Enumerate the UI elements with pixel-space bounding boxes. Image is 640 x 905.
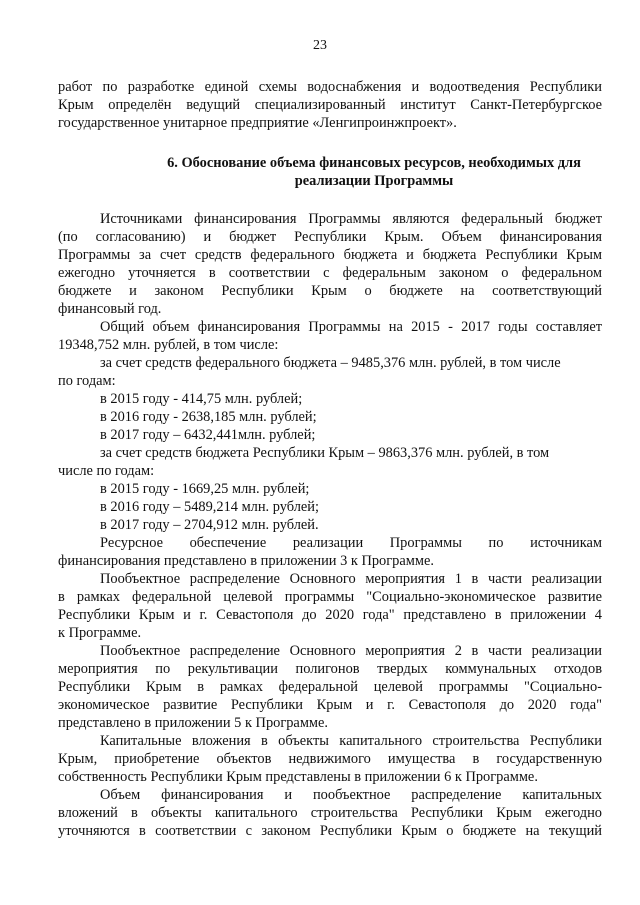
text-line: Республики Крым в рамках федеральной целевой программы "Социально- — [58, 679, 602, 695]
text-line: экономическое развитие Республики Крым и г. Севастополя до 2020 года" — [58, 697, 602, 713]
text-line: к Программе. — [58, 625, 142, 641]
text-line: Капитальные вложения в объекты капитального строительства Республики — [100, 733, 602, 749]
text-line: финансирования представлено в приложении 3 к Программе. — [58, 553, 434, 569]
text-line: в 2016 году – 5489,214 млн. рублей; — [100, 499, 319, 515]
text-line: Объем финансирования и пообъектное распределение капитальных — [100, 787, 602, 803]
section-heading-line: реализации Программы — [294, 173, 454, 189]
text-line: числе по годам: — [58, 463, 155, 479]
text-line: 19348,752 млн. рублей, в том числе: — [58, 337, 279, 353]
text-line: Общий объем финансирования Программы на 2015 - 2017 годы составляет — [100, 319, 602, 335]
text-line: Крым, приобретение объектов недвижимого имущества в государственную — [58, 751, 602, 767]
text-line: Ресурсное обеспечение реализации Программы по источникам — [100, 535, 602, 551]
text-line: бюджете и законом Республики Крым о бюджете на соответствующий — [58, 283, 602, 299]
text-line: государственное унитарное предприятие «Ленгипроинжпроект». — [58, 115, 457, 131]
text-line: ежегодно уточняется в соответствии с федеральным законом о федеральном — [58, 265, 602, 281]
text-line: мероприятия по рекультивации полигонов твердых коммунальных отходов — [58, 661, 602, 677]
text-line: вложений в объекты капитального строительства Республики Крым ежегодно — [58, 805, 602, 821]
text-line: Пообъектное распределение Основного мероприятия 1 в части реализации — [100, 571, 602, 587]
section-heading-line: 6. Обоснование объема финансовых ресурсов, необходимых для — [167, 155, 581, 171]
text-line: Источниками финансирования Программы являются федеральный бюджет — [100, 211, 602, 227]
text-line: Крым определён ведущий специализированный институт Санкт-Петербургское — [58, 97, 602, 113]
text-line: в рамках федеральной целевой программы "Социально-экономическое развитие — [58, 589, 602, 605]
text-line: в 2015 году - 414,75 млн. рублей; — [100, 391, 303, 407]
text-line: в 2017 году – 6432,441млн. рублей; — [100, 427, 316, 443]
text-line: Пообъектное распределение Основного мероприятия 2 в части реализации — [100, 643, 602, 659]
text-line: в 2016 году - 2638,185 млн. рублей; — [100, 409, 317, 425]
text-line: за счет средств федерального бюджета – 9485,376 млн. рублей, в том числе — [100, 355, 561, 371]
text-line: за счет средств бюджета Республики Крым – 9863,376 млн. рублей, в том — [100, 445, 550, 461]
text-line: представлено в приложении 5 к Программе. — [58, 715, 329, 731]
text-line: в 2015 году - 1669,25 млн. рублей; — [100, 481, 310, 497]
text-line: по годам: — [58, 373, 116, 389]
text-line: собственность Республики Крым представлены в приложении 6 к Программе. — [58, 769, 538, 785]
text-line: финансовый год. — [58, 301, 162, 317]
text-line: уточняются в соответствии с законом Республики Крым о бюджете на текущий — [58, 823, 602, 839]
text-line: Республики Крым и г. Севастополя до 2020 года" представлено в приложении 4 — [58, 607, 602, 623]
page-number: 23 — [313, 38, 327, 53]
text-line: в 2017 году – 2704,912 млн. рублей. — [100, 517, 319, 533]
text-line: работ по разработке единой схемы водоснабжения и водоотведения Республики — [58, 79, 602, 95]
text-line: (по согласованию) и бюджет Республики Крым. Объем финансирования — [58, 229, 602, 245]
text-line: Программы за счет средств федерального бюджета и бюджета Республики Крым — [58, 247, 602, 263]
